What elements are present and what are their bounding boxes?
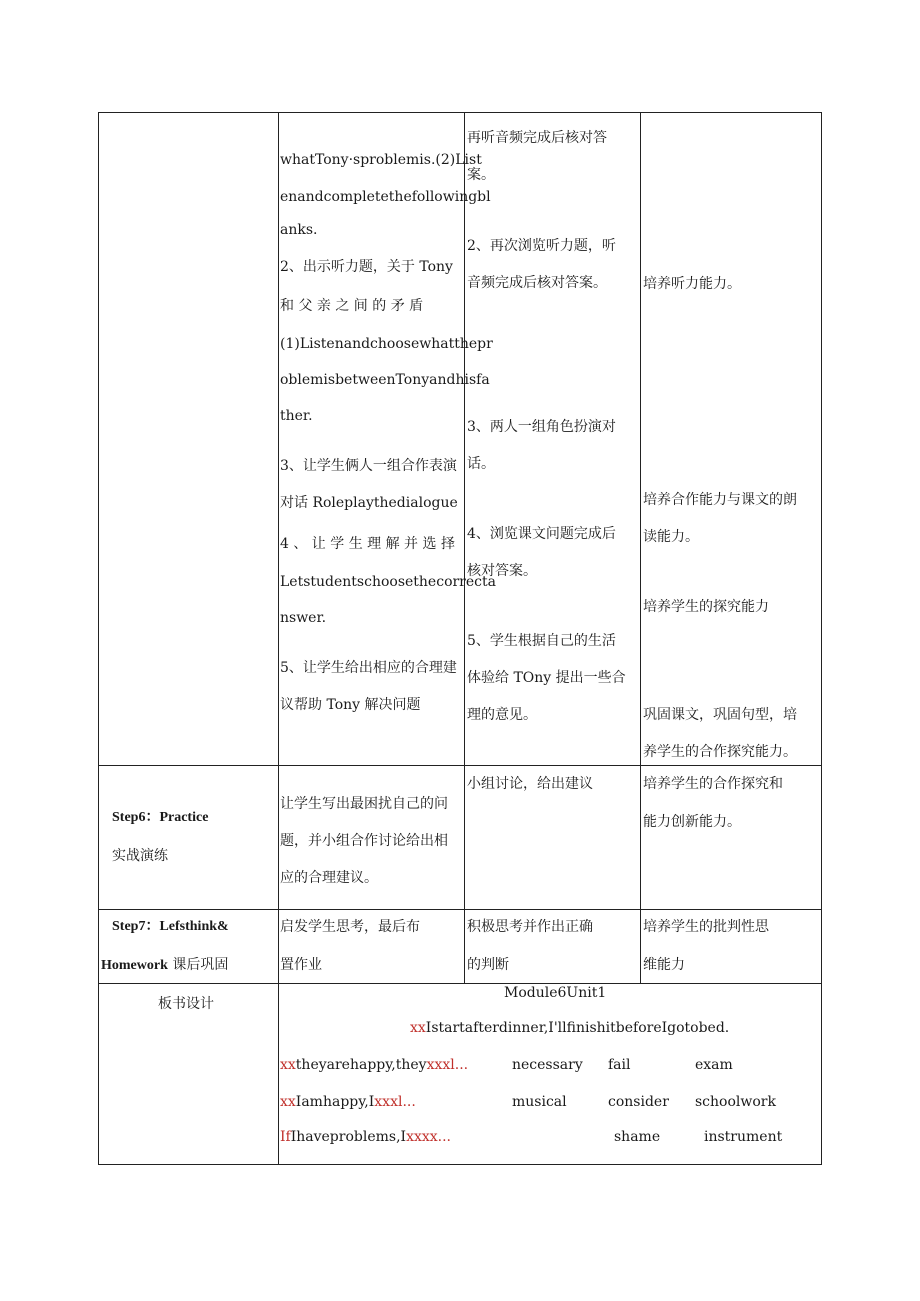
board-title: Module6Unit1 (504, 985, 607, 1001)
board-sentence-1 (410, 1019, 729, 1037)
activity-line: Letstudentschoosethecorrecta (280, 574, 496, 590)
student-line: 理的意见。 (467, 707, 537, 723)
step6-subtitle: 实战演练 (112, 848, 168, 864)
board-sentence-3 (280, 1093, 416, 1111)
activity-line: 对话 Roleplaythedialogue (280, 495, 458, 511)
purpose-line: 培养学生的批判性思 (643, 919, 769, 935)
board-blank: xx (280, 1057, 296, 1073)
board-blank: xx (280, 1094, 296, 1110)
board-blank: xx (410, 1020, 426, 1036)
board-text: Istartafterdinner,I'llfinishitbeforeIgotobed. (425, 1020, 730, 1036)
activity-line: 4 、 让 学 生 理 解 并 选 择 (280, 536, 455, 552)
student-line: 案。 (467, 167, 495, 183)
activity-line: 2、出示听力题，关于 Tony (280, 259, 453, 275)
step7-title: Step7：Lefsthink& (112, 919, 229, 934)
activity-line: 5、让学生给出相应的合理建 (280, 660, 457, 676)
board-design-label: 板书设计 (158, 996, 214, 1012)
purpose-line: 能力创新能力。 (643, 814, 741, 830)
activity-line: 议帮助 Tony 解决问题 (280, 697, 421, 713)
board-blank: xxxx... (406, 1129, 451, 1145)
student-line: 再听音频完成后核对答 (467, 130, 607, 146)
activity-line: oblemisbetweenTonyandhisfa (280, 372, 490, 388)
student-line: 4、浏览课文问题完成后 (467, 526, 616, 542)
board-text: theyarehappy,they (295, 1057, 427, 1073)
purpose-line: 培养听力能力。 (643, 276, 741, 292)
student-line: 核对答案。 (467, 563, 537, 579)
vocab-word: exam (695, 1057, 733, 1073)
activity-line: 启发学生思考，最后布 (280, 919, 420, 935)
student-line: 音频完成后核对答案。 (467, 275, 607, 291)
activity-line: whatTony·sproblemis.(2)List (280, 152, 482, 168)
student-line: 体验给 TOny 提出一些合 (467, 670, 626, 686)
activity-line: enandcompletethefollowingbl (280, 189, 491, 205)
vocab-word: fail (608, 1057, 631, 1073)
student-line: 小组讨论，给出建议 (467, 776, 593, 792)
student-line: 3、两人一组角色扮演对 (467, 419, 616, 435)
activity-line: 让学生写出最困扰自己的问 (280, 796, 448, 812)
board-sentence-4 (280, 1128, 451, 1146)
step7-cn-label: 课后巩固 (172, 957, 229, 973)
vocab-word: instrument (704, 1129, 783, 1145)
vocab-word: musical (512, 1094, 567, 1110)
board-text: Iamhappy,I (295, 1094, 375, 1110)
step7-subtitle (101, 956, 228, 975)
purpose-line: 读能力。 (643, 529, 699, 545)
activity-line: 和 父 亲 之 间 的 矛 盾 (280, 298, 424, 314)
activity-line: 置作业 (280, 957, 322, 973)
purpose-line: 培养合作能力与课文的朗 (643, 492, 797, 508)
activity-line: (1)Listenandchoosewhatthepr (280, 336, 493, 352)
board-blank: xxxl... (374, 1094, 416, 1110)
step6-title: Step6：Practice (112, 810, 209, 825)
student-line: 2、再次浏览听力题，听 (467, 238, 616, 254)
board-text: Ihaveproblems,I (290, 1129, 407, 1145)
activity-line: 应的合理建议。 (280, 870, 378, 886)
homework-label: Homework (101, 958, 168, 973)
board-blank: If (280, 1129, 291, 1145)
purpose-line: 巩固课文，巩固句型，培 (643, 707, 797, 723)
activity-line: 3、让学生俩人一组合作表演 (280, 458, 457, 474)
vocab-word: schoolwork (695, 1094, 776, 1110)
activity-line: nswer. (280, 610, 327, 626)
board-blank: xxxl... (426, 1057, 469, 1073)
purpose-line: 培养学生的探究能力 (643, 599, 769, 615)
vocab-word: necessary (512, 1057, 583, 1073)
activity-line: ther. (280, 408, 313, 424)
student-line: 话。 (467, 456, 495, 472)
activity-line: anks. (280, 222, 318, 238)
purpose-line: 培养学生的合作探究和 (643, 776, 783, 792)
vocab-word: consider (608, 1094, 669, 1110)
purpose-line: 维能力 (643, 957, 685, 973)
board-sentence-2 (280, 1056, 468, 1074)
vocab-word: shame (614, 1129, 661, 1145)
purpose-line: 养学生的合作探究能力。 (643, 744, 797, 760)
student-line: 的判断 (467, 957, 509, 973)
student-line: 5、学生根据自己的生活 (467, 633, 616, 649)
activity-line: 题，并小组合作讨论给出相 (280, 833, 448, 849)
student-line: 积极思考并作出正确 (467, 919, 593, 935)
